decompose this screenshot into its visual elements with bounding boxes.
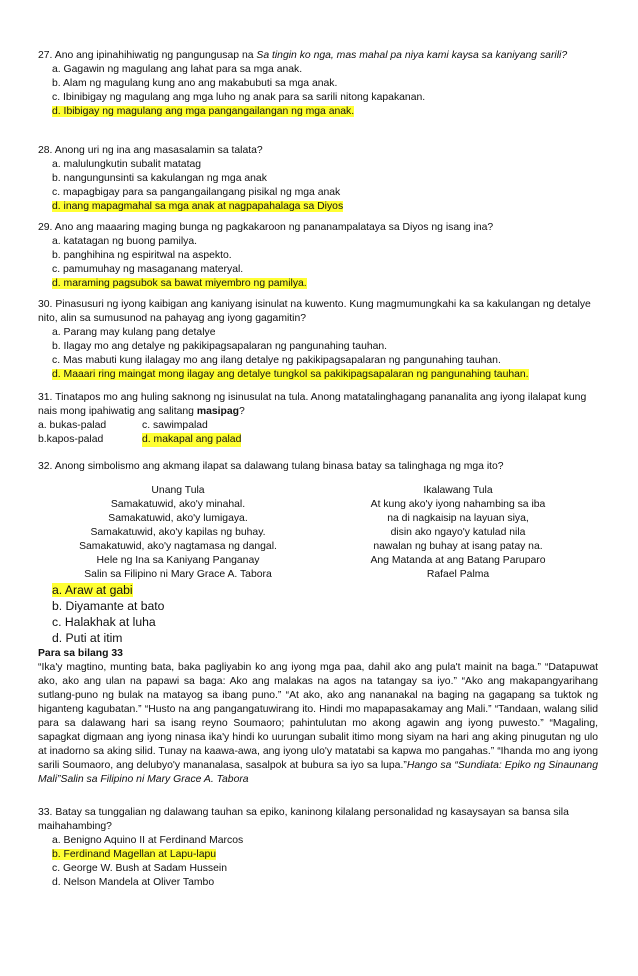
question-28-stem: 28. Anong uri ng ina ang masasalamin sa talata? [38, 145, 263, 156]
option-27d [38, 105, 598, 119]
poem-2 [318, 484, 598, 582]
option-31d: d. makapal ang palad [142, 434, 242, 445]
question-29-options [38, 235, 598, 291]
option-33d: d. Nelson Mandela at Oliver Tambo [52, 877, 215, 888]
poem-2-line: At kung ako'y iyong nahambing sa iba [370, 499, 546, 510]
poem-1-title: Unang Tula [151, 485, 205, 496]
question-31-stem: 31. Tinatapos mo ang huling saknong ng isinusulat na tula. Anong matatalinghagang pananalita ang iyong ilalapat kung nais mong ipahiwatig ang salitang masipag? [38, 392, 587, 417]
answer-highlight: b. Ferdinand Magellan at Lapu-lapu [52, 849, 217, 860]
option-29d [38, 277, 598, 291]
option-31b: b.kapos-palad [38, 434, 104, 445]
poem-1-source: Hele ng Ina sa Kaniyang Panganay [96, 555, 260, 566]
option-32d: d. Puti at itim [52, 631, 123, 645]
question-27 [38, 49, 598, 119]
passage-text [38, 661, 598, 787]
option-27c: c. Ibinibigay ng magulang ang mga luho ng anak para sa sarili nitong kapakanan. [52, 92, 426, 103]
question-30 [38, 298, 598, 382]
option-33b [38, 848, 598, 862]
option-33c: c. George W. Bush at Sadam Hussein [52, 863, 227, 874]
option-30c: c. Mas mabuti kung ilalagay mo ang ilang detalye ng pakikipagsapalaran ng pangunahing tauhan. [52, 355, 501, 366]
question-31-row-1 [38, 419, 598, 433]
option-30d [38, 368, 598, 382]
option-28a: a. malulungkutin subalit matatag [52, 159, 202, 170]
option-30b: b. Ilagay mo ang detalye ng pakikipagsapalaran ng pangunahing tauhan. [52, 341, 388, 352]
option-29a: a. katatagan ng buong pamilya. [52, 236, 197, 247]
question-33-options [38, 834, 598, 890]
poem-1-line: Samakatuwid, ako'y minahal. [110, 499, 246, 510]
answer-highlight: d. Ibibigay ng magulang ang mga pangangailangan ng mga anak. [52, 106, 355, 117]
option-32a [38, 582, 598, 598]
option-29c: c. pamumuhay ng masaganang materyal. [52, 264, 244, 275]
answer-highlight: d. maraming pagsubok sa bawat miyembro ng pamilya. [52, 278, 307, 289]
option-32c: c. Halakhak at luha [52, 615, 156, 629]
question-31-row-2 [38, 433, 598, 447]
question-33 [38, 806, 598, 890]
poem-1-line: Samakatuwid, ako'y nagtamasa ng dangal. [79, 541, 277, 552]
option-30a: a. Parang may kulang pang detalye [52, 327, 216, 338]
question-27-stem: 27. Ano ang ipinahihiwatig ng pangungusap na Sa tingin ko nga, mas mahal pa niya kami kaysa sa kaniyang sarili? [38, 50, 568, 61]
poems-block [38, 484, 598, 582]
question-30-stem: 30. Pinasusuri ng iyong kaibigan ang kaniyang isinulat na kuwento. Kung magmumungkahi ka sa kakulangan ng detalye nito, alin sa sumusunod na pahayag ang iyong gagamitin? [38, 299, 591, 324]
question-33-stem: 33. Batay sa tunggalian ng dalawang tauhan sa epiko, kaninong kilalang personalidad ng kasaysayan sa bansa sila maihahambing? [38, 807, 569, 832]
passage-heading: Para sa bilang 33 [38, 648, 123, 659]
poem-2-source: Ang Matanda at ang Batang Paruparo [370, 555, 546, 566]
option-28c: c. mapagbigay para sa pangangailangang pisikal ng mga anak [52, 187, 341, 198]
poem-2-line: na di nagkaisip na layuan siya, [387, 513, 529, 524]
question-31 [38, 391, 598, 447]
question-28-options [38, 158, 598, 214]
option-28d [38, 200, 598, 214]
option-33a: a. Benigno Aquino II at Ferdinand Marcos [52, 835, 244, 846]
question-32-options [38, 582, 598, 646]
answer-highlight: d. inang mapagmahal sa mga anak at nagpapahalaga sa Diyos [52, 201, 344, 212]
poem-2-line: nawalan ng buhay at isang patay na. [373, 541, 543, 552]
option-27a: a. Gagawin ng magulang ang lahat para sa mga anak. [52, 64, 303, 75]
answer-highlight: a. Araw at gabi [52, 583, 133, 597]
option-29b: b. panghihina ng espiritwal na aspekto. [52, 250, 232, 261]
poem-2-line: disin ako ngayo'y katulad nila [390, 527, 526, 538]
answer-highlight: d. Maaari ring maingat mong ilagay ang detalye tungkol sa pakikipagsapalaran ng pangunahing tauhan. [52, 369, 529, 380]
option-28b: b. nangungunsinti sa kakulangan ng mga anak [52, 173, 267, 184]
poem-2-author: Rafael Palma [426, 569, 490, 580]
passage-33 [38, 647, 598, 787]
poem-1-line: Samakatuwid, ako'y kapilas ng buhay. [90, 527, 266, 538]
question-29-stem: 29. Ano ang maaaring maging bunga ng pagkakaroon ng pananampalataya sa Diyos ng isang ina? [38, 222, 494, 233]
question-28 [38, 144, 598, 214]
poem-1 [38, 484, 318, 582]
poem-1-line: Samakatuwid, ako'y lumigaya. [108, 513, 248, 524]
option-27b: b. Alam ng magulang kung ano ang makabubuti sa mga anak. [52, 78, 338, 89]
question-29 [38, 221, 598, 291]
question-30-options [38, 326, 598, 382]
option-32b: b. Diyamante at bato [52, 599, 165, 613]
passage-body: “Ika'y magtino, munting bata, baka pagliyabin ko ang iyong mga paa, dahil ako ang pula't mainit na baga.” “Datapuwat ako, ako ang ulan na papawi sa baga: Ako ang malakas na agos na tatangay sa iyo.” “Ako ang makapangyarihang sutlang-puno ng bulak na matayog sa ibang puno.” “At ako, ako ang nananakal na baging na gagapang sa tuktok ng higanteng kagubatan.” “Husto na ang pangangatuwirang ito. Hindi mo mapapasakamay ang Mali.” “Tandaan, walang silid para sa dalawang hari sa isang reyno Soumaoro; pahintulutan mo akong agawin ang iyong puwesto.” “Magaling, sapagkat digmaan ang iyong ninasa ika'y hindi ko uurungan subalit itimo mong siyam na hari ang aking pinugutan ng ulo at inadorno sa aking silid. Tunay na kaawa-awa, ang iyong ulo'y matatabi sa kapwa mo pangahas.” “Ihanda mo ang iyong sarili Soumaoro, ang delubyo'y mananalasa, sasalpok at bubura sa iyo sa lupa.” [38, 662, 598, 771]
option-31c: c. sawimpalad [142, 420, 208, 431]
question-32-stem: 32. Anong simbolismo ang akmang ilapat sa dalawang tulang binasa batay sa talinghaga ng mga ito? [38, 461, 504, 472]
passage-source: Hango sa “Sundiata: Epiko ng Sinaunang Mali”Salin sa Filipino ni Mary Grace A. Tabora [38, 760, 598, 785]
question-27-options [38, 63, 598, 119]
poem-2-title: Ikalawang Tula [423, 485, 493, 496]
keyword-masipag: masipag [196, 406, 240, 417]
question-27-quote: Sa tingin ko nga, mas mahal pa niya kami kaysa sa kaniyang sarili? [256, 50, 568, 61]
option-31a: a. bukas-palad [38, 420, 107, 431]
question-32 [38, 460, 598, 646]
poem-1-translator: Salin sa Filipino ni Mary Grace A. Tabora [84, 569, 272, 580]
